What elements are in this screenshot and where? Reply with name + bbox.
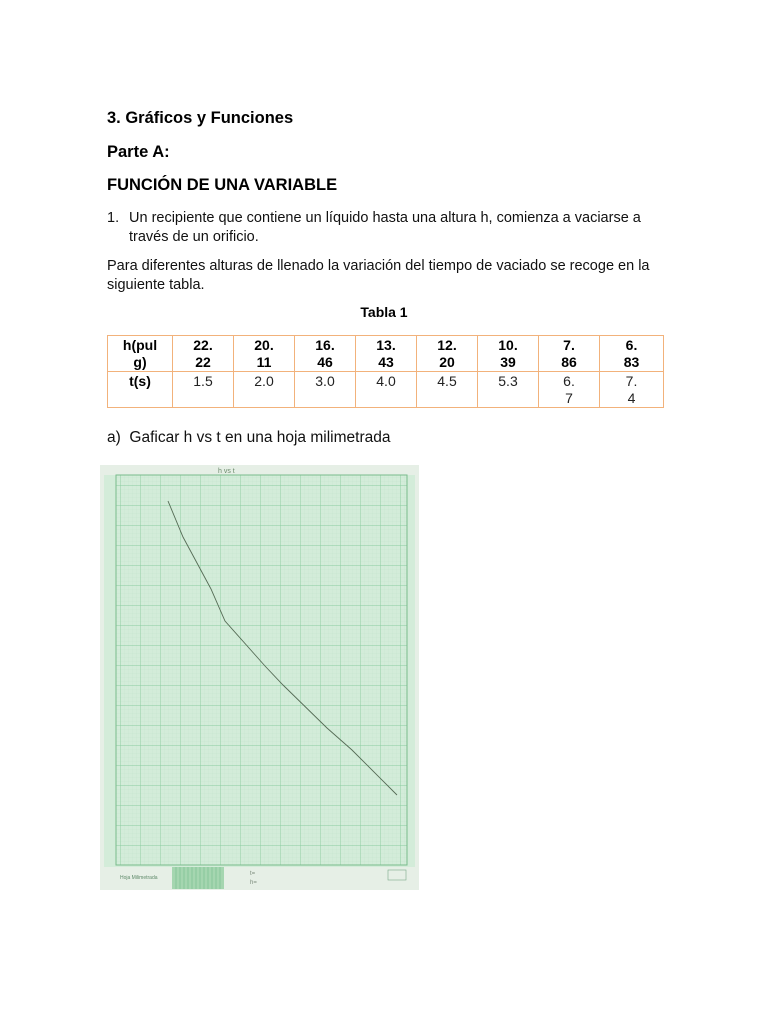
problem-line-1: Un recipiente que contiene un líquido hasta una altura h, comienza a vaciarse a bbox=[129, 210, 641, 226]
subtitle: FUNCIÓN DE UNA VARIABLE bbox=[107, 176, 338, 194]
grid-area bbox=[116, 475, 407, 865]
graph-paper-title: h vs t bbox=[218, 468, 235, 475]
table-cell: 1.5 bbox=[173, 372, 234, 408]
question-text: Gaficar h vs t en una hoja milimetrada bbox=[129, 429, 391, 446]
table-cell: 4.5 bbox=[417, 372, 478, 408]
table-cell: 2.0 bbox=[234, 372, 295, 408]
row-label-t: t(s) bbox=[108, 372, 173, 408]
paragraph-line-1: Para diferentes alturas de llenado la variación del tiempo de vaciado se recoge en la bbox=[107, 258, 650, 274]
annotation-t: t= bbox=[250, 871, 256, 877]
table-cell: 10. 39 bbox=[478, 336, 539, 372]
table-cell: 4.0 bbox=[356, 372, 417, 408]
table-cell: 22. 22 bbox=[173, 336, 234, 372]
table-cell: 12. 20 bbox=[417, 336, 478, 372]
table-cell: 7. 4 bbox=[600, 372, 664, 408]
table-cell: 16. 46 bbox=[295, 336, 356, 372]
question-letter: a) bbox=[107, 429, 121, 446]
paragraph-line-2: siguiente tabla. bbox=[107, 277, 205, 293]
table-cell: 7. 86 bbox=[539, 336, 600, 372]
table-cell: 6. 83 bbox=[600, 336, 664, 372]
table-cell: 13. 43 bbox=[356, 336, 417, 372]
table-caption: Tabla 1 bbox=[360, 304, 408, 320]
problem-line-2: través de un orificio. bbox=[129, 229, 259, 245]
part-title: Parte A: bbox=[107, 143, 170, 161]
table-cell: 3.0 bbox=[295, 372, 356, 408]
question-a bbox=[107, 429, 390, 447]
table-row-t bbox=[108, 372, 664, 408]
problem-number: 1. bbox=[107, 210, 120, 226]
table-cell: 5.3 bbox=[478, 372, 539, 408]
table-cell: 6. 7 bbox=[539, 372, 600, 408]
table-cell: 20. 11 bbox=[234, 336, 295, 372]
graph-paper-photo bbox=[100, 465, 419, 890]
section-title: 3. Gráficos y Funciones bbox=[107, 109, 294, 127]
row-label-h: h(pul g) bbox=[108, 336, 173, 372]
annotation-h: h= bbox=[250, 880, 257, 886]
table-row-h bbox=[108, 336, 664, 372]
graph-paper-footer-label: Hoja Milimetrada bbox=[120, 875, 158, 881]
data-table bbox=[107, 335, 664, 408]
